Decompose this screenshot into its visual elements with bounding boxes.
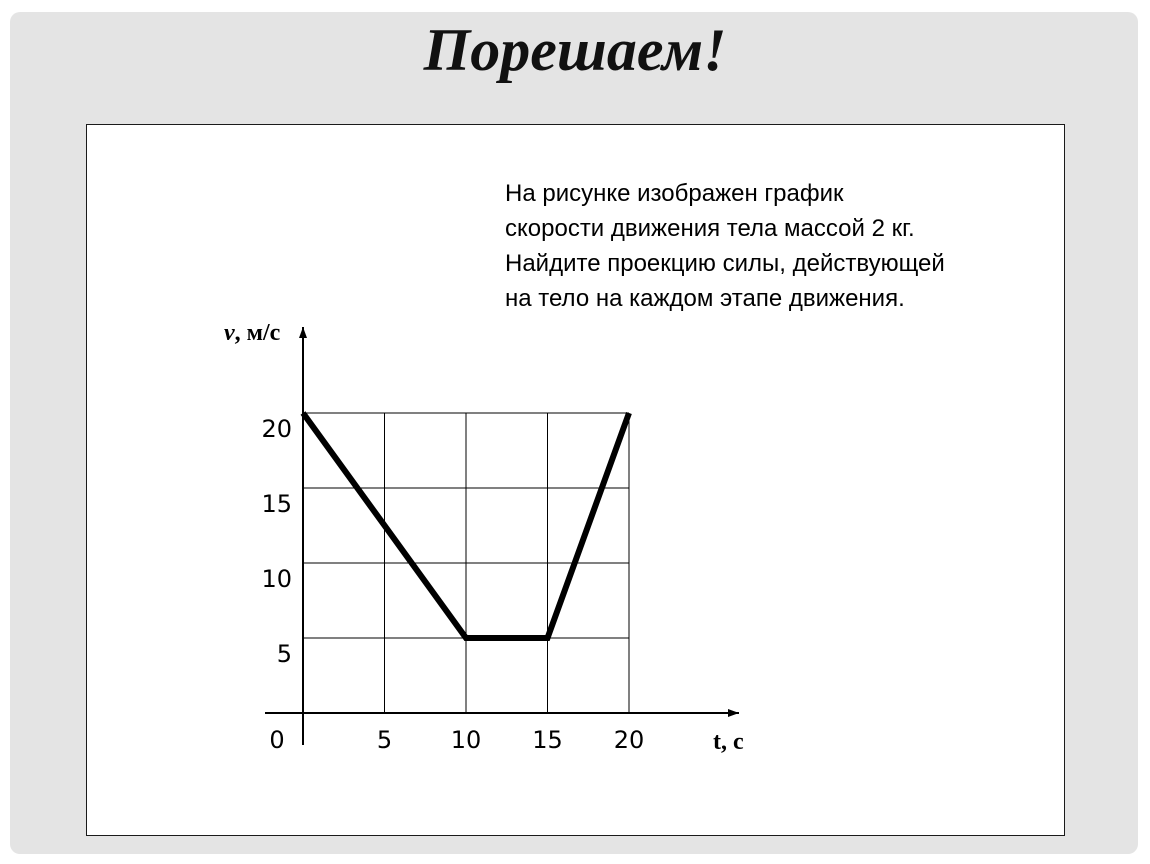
x-tick-label: 10 — [450, 726, 482, 754]
problem-line-1: На рисунке изображен график — [505, 180, 844, 207]
x-tick-label: 0 — [269, 726, 285, 754]
x-axis-label: t, с — [713, 729, 744, 755]
y-axis-label: v, м/с — [224, 320, 281, 346]
problem-line-4: на тело на каждом этапе движения. — [505, 285, 905, 312]
x-tick-label: 20 — [613, 726, 645, 754]
y-tick-label: 5 — [276, 640, 292, 668]
problem-line-3: Найдите проекцию силы, действующей — [505, 250, 945, 277]
slide-title: Порешаем! — [423, 17, 727, 83]
x-tick-label: 5 — [376, 726, 393, 754]
y-tick-label: 15 — [261, 490, 292, 518]
x-tick-label: 15 — [532, 726, 563, 754]
problem-line-2: скорости движения тела массой 2 кг. — [505, 215, 915, 242]
y-tick-label: 20 — [261, 415, 292, 443]
y-tick-label: 10 — [261, 565, 292, 593]
